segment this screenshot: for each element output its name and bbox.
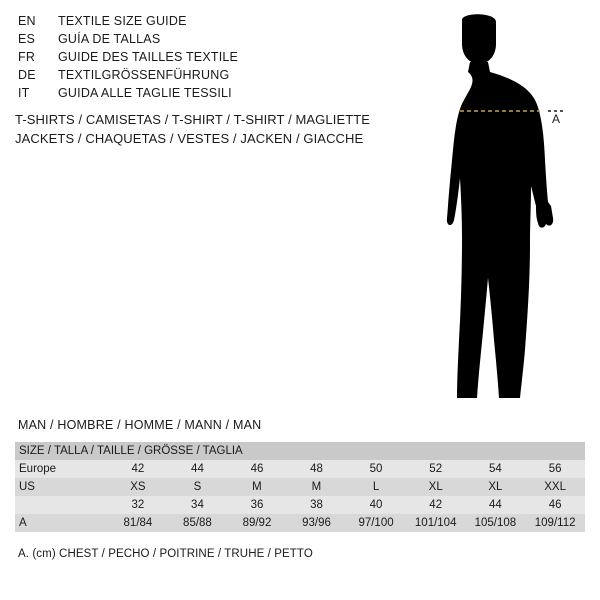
- language-text-en: TEXTILE SIZE GUIDE: [58, 14, 187, 28]
- cell-europe-3: 48: [287, 460, 347, 478]
- cell-us-6: XL: [466, 478, 526, 496]
- language-row-en: [18, 14, 398, 32]
- language-header-block: [18, 14, 398, 104]
- table-group-label: MAN / HOMBRE / HOMME / MANN / MAN: [18, 418, 262, 432]
- table-header-label: SIZE / TALLA / TAILLE / GRÖSSE / TAGLIA: [15, 442, 585, 460]
- cell-europe-5: 52: [406, 460, 466, 478]
- category-line-jackets: JACKETS / CHAQUETAS / VESTES / JACKEN / GIACCHE: [15, 131, 364, 146]
- language-text-fr: GUIDE DES TAILLES TEXTILE: [58, 50, 239, 64]
- category-block: [15, 110, 415, 148]
- cell-a-7: 109/112: [525, 514, 585, 532]
- cell-a-2: 89/92: [227, 514, 287, 532]
- row-label-numeric: [15, 496, 108, 514]
- cell-us-5: XL: [406, 478, 466, 496]
- cell-us-3: M: [287, 478, 347, 496]
- table-header-row: [15, 442, 585, 460]
- cell-us-0: XS: [108, 478, 168, 496]
- footnote-chest-measure: A. (cm) CHEST / PECHO / POITRINE / TRUHE / PETTO: [18, 548, 313, 560]
- cell-a-0: 81/84: [108, 514, 168, 532]
- cell-us-7: XXL: [525, 478, 585, 496]
- cell-a-4: 97/100: [346, 514, 406, 532]
- cell-num-2: 36: [227, 496, 287, 514]
- language-code-de: DE: [18, 68, 36, 82]
- table-row: [15, 460, 585, 478]
- language-code-fr: FR: [18, 50, 36, 64]
- cell-num-0: 32: [108, 496, 168, 514]
- cell-a-6: 105/108: [466, 514, 526, 532]
- cell-a-5: 101/104: [406, 514, 466, 532]
- cell-europe-0: 42: [108, 460, 168, 478]
- language-code-it: IT: [18, 86, 30, 100]
- figure-svg: [400, 10, 600, 410]
- cell-num-7: 46: [525, 496, 585, 514]
- cell-europe-2: 46: [227, 460, 287, 478]
- language-code-en: EN: [18, 14, 36, 28]
- size-table: [15, 442, 585, 532]
- cell-num-4: 40: [346, 496, 406, 514]
- language-row-it: [18, 86, 398, 104]
- table-row: [15, 478, 585, 496]
- language-text-de: TEXTILGRÖSSENFÜHRUNG: [58, 68, 230, 82]
- cell-europe-4: 50: [346, 460, 406, 478]
- cell-num-3: 38: [287, 496, 347, 514]
- cell-num-6: 44: [466, 496, 526, 514]
- cell-num-5: 42: [406, 496, 466, 514]
- row-label-us: US: [15, 478, 108, 496]
- language-text-es: GUÍA DE TALLAS: [58, 32, 161, 46]
- category-line-tshirts: T-SHIRTS / CAMISETAS / T-SHIRT / T-SHIRT / MAGLIETTE: [15, 112, 371, 127]
- language-text-it: GUIDA ALLE TAGLIE TESSILI: [58, 86, 232, 100]
- callout-label-a: A: [552, 112, 561, 126]
- table-row: [15, 496, 585, 514]
- row-label-a: A: [15, 514, 108, 532]
- cell-europe-7: 56: [525, 460, 585, 478]
- cell-a-1: 85/88: [168, 514, 228, 532]
- cell-europe-6: 54: [466, 460, 526, 478]
- language-row-fr: [18, 50, 398, 68]
- cell-us-4: L: [346, 478, 406, 496]
- cell-num-1: 34: [168, 496, 228, 514]
- cell-us-2: M: [227, 478, 287, 496]
- language-row-de: [18, 68, 398, 86]
- row-label-europe: Europe: [15, 460, 108, 478]
- language-code-es: ES: [18, 32, 36, 46]
- table-row: [15, 514, 585, 532]
- cell-us-1: S: [168, 478, 228, 496]
- language-row-es: [18, 32, 398, 50]
- cell-a-3: 93/96: [287, 514, 347, 532]
- male-figure-illustration: [400, 10, 600, 410]
- cell-europe-1: 44: [168, 460, 228, 478]
